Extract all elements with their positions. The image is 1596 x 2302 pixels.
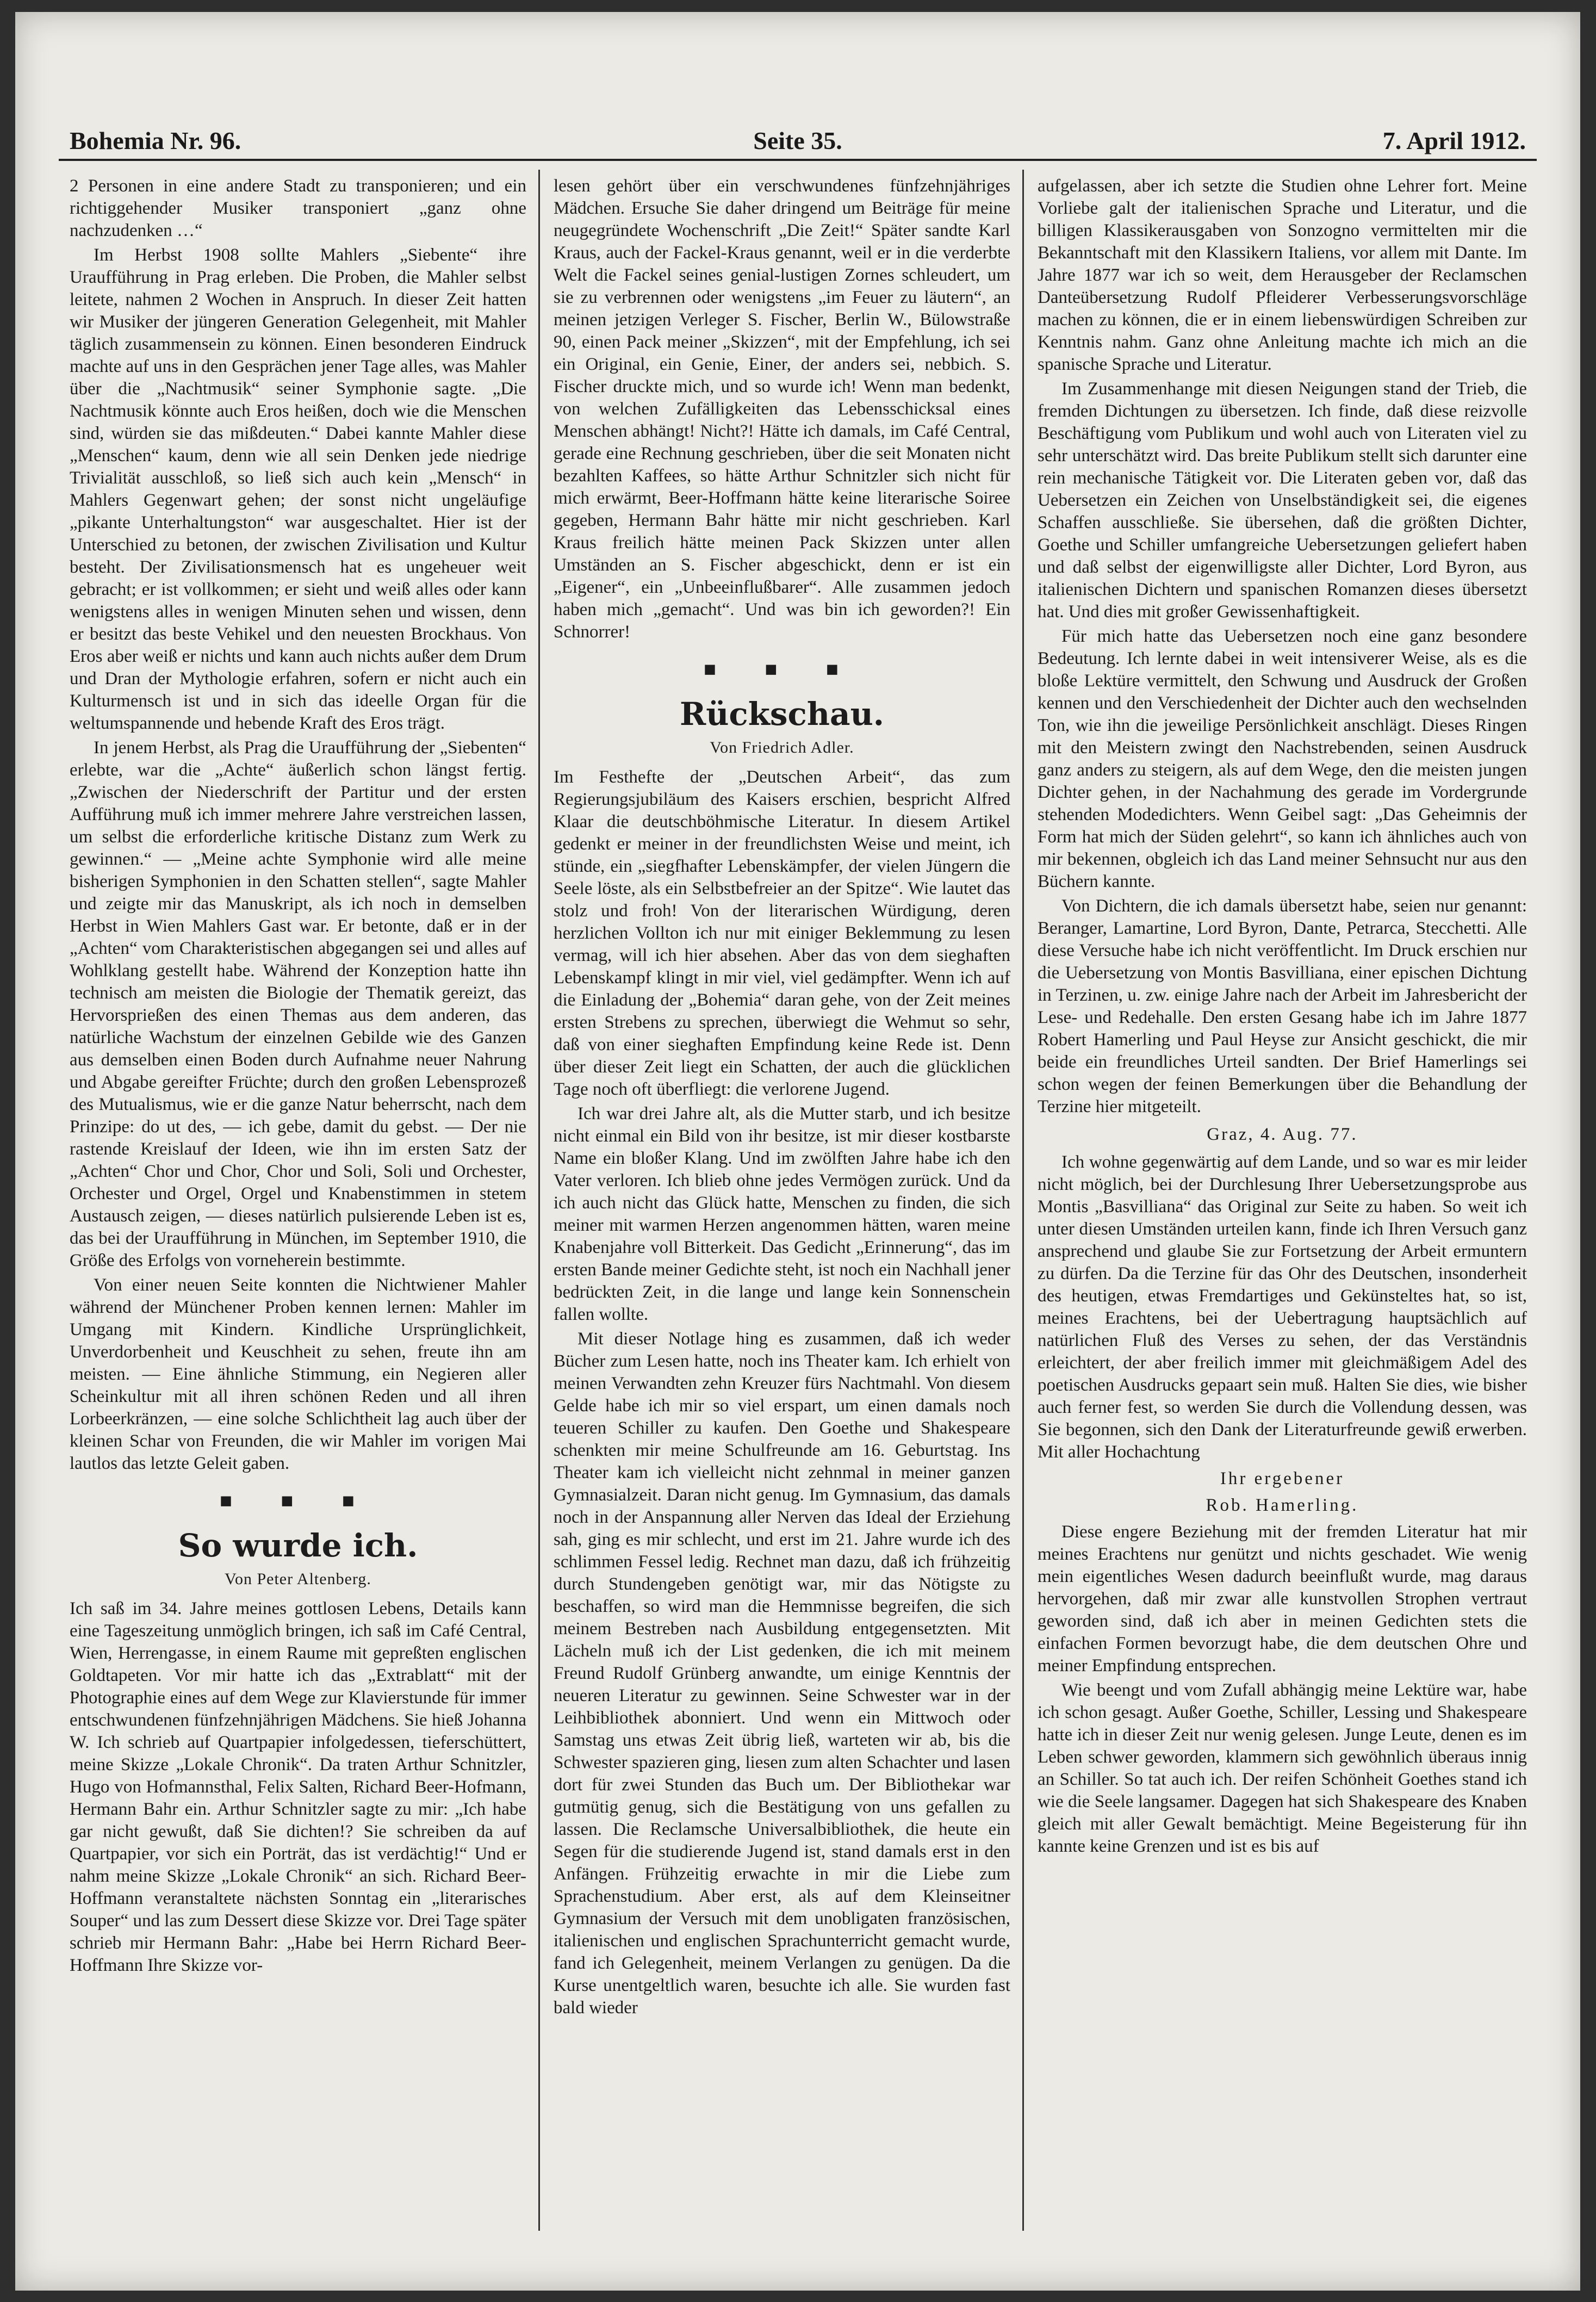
letter-paragraph: Ich wohne gegenwärtig auf dem Lande, und so war es mir leider nicht möglich, bei der Durchlesung Ihrer Uebersetzungsprobe aus Montis „Basvilliana“ das Original zur Seite zu haben. So weit ich unter diesen Umständen urteilen kann, finde ich Ihren Versuch ganz ansprechend und glaube Sie zur Fortsetzung der Arbeit ermuntern zu dürfen. Da die Terzine für das Ohr des Deutschen, insonderheit des heutigen, etwas Fremdartiges und Gekünsteltes hat, so ist, meines Erachtens, bei der Uebertragung hauptsächlich auf natürlichen Fluß des Verses zu sehen, der das Verständnis erleichtert, der aber freilich immer mit gleichmäßigem Adel des poetischen Ausdrucks gepaart sein muß. Halten Sie dies, wie bisher auch ferner fest, so werden Sie durch die Vollendung dessen, was Sie begonnen, sich den Dank der Literaturfreunde gewiß erwerben. Mit aller Hochachtung	[1038, 1152, 1527, 1462]
column-rule	[538, 170, 540, 2231]
paragraph: Von Dichtern, die ich damals übersetzt habe, seien nur genannt: Beranger, Lamartine, Lord Byron, Dante, Petrarca, Stecchetti. Alle diese Versuche habe ich nicht veröffentlicht. Im Druck erschien nur die Uebersetzung von Montis Basvilliana, einer epischen Dichtung in Terzinen, u. zw. einige Jahre nach der Arbeit im Jahresbericht der Lese- und Redehalle. Den ersten Gesang habe ich im Jahre 1877 Robert Hamerling und Paul Heyse zur Ansicht geschickt, die mir beide ein freundliches Urteil sandten. Der Brief Hamerlings sei schon wegen der feinen Bemerkungen über die Behandlung der Terzine hier mitgeteilt.	[1038, 896, 1527, 1116]
paragraph: Im Herbst 1908 sollte Mahlers „Siebente“ ihre Uraufführung in Prag erleben. Die Proben, die Mahler selbst leitete, nahmen 2 Wochen in Anspruch. In dieser Zeit hatten wir Musiker der jüngeren Generation Gelegenheit, mit Mahler täglich zusammensein zu können. Einen besonderen Eindruck machte auf uns in den Gesprächen jener Tage alles, was Mahler über die „Nachtmusik“ seiner Symphonie sagte. „Die Nachtmusik könnte auch Eros heißen, doch wie die Menschen sind, würden sie das mißdeuten.“ Dabei kannte Mahler diese „Menschen“ kaum, denn wie all sein Denken jede niedrige Trivialität ausschloß, so ließ sich auch kein „Mensch“ in Mahlers Gegenwart gehen; der sonst nicht ungeläufige „pikante Unterhaltungston“ war ausgeschaltet. Hier ist der Unterschied zu betonen, der zwischen Zivilisation und Kultur besteht. Der Zivilisationsmensch hat es ungeheuer weit gebracht; er ist vollkommen; er sieht und weiß alles oder kann wenigstens alles in wenigen Minuten sehen und wissen, denn er besitzt das beste Vehikel und den neuesten Brockhaus. Von Eros aber weiß er nichts und kann auch nichts außer dem Drum und Dran der Mythologie erfahren, sofern er nicht auch ein Kulturmensch ist und in sich das ideelle Organ für die weltumspannende und hebende Kraft des Eros trägt.	[70, 245, 526, 733]
paragraph: In jenem Herbst, als Prag die Uraufführung der „Siebenten“ erlebte, war die „Achte“ äußerlich schon längst fertig. „Zwischen der Niederschrift der Partitur und der ersten Aufführung muß ich immer mehrere Jahre verstreichen lassen, um selbst die erforderliche kritische Distanz zum Werk zu gewinnen.“ — „Meine achte Symphonie wird alle meine bisherigen Symphonien in den Schatten stellen“, sagte Mahler und zeigte mir das Manuskript, als ich noch in demselben Herbst in Wien Mahlers Gast war. Er betonte, daß er in der „Achten“ vom Charakteristischen abgegangen sei und alles auf Wohlklang gestellt habe. Während der Konzeption hatte ihn technisch am meisten die Biologie der Thematik gereizt, das Hervorsprießen des einen Themas aus dem anderen, das natürliche Wachstum der einzelnen Gebilde wie des Ganzen aus demselben einen Boden durch Aufnahme neuer Nahrung und Abgabe gereifter Früchte; durch den großen Lebensprozeß des Mutualismus, wie er die ganze Natur beherrscht, nach dem Prinzipe: do ut des, — ich gebe, damit du gebst. — Der nie rastende Kreislauf der Ideen, wie ihn im ersten Satz der „Achten“ Chor und Chor, Chor und Soli, Soli und Orchester, Orchester und Orgel, Orgel und Knabenstimmen in stetem Austausch zeigen, — dieses natürlich pulsierende Leben ist es, das bei der Uraufführung in München, im September 1910, die Größe des Erfolgs von vorneherein bestimmte.	[70, 738, 526, 1270]
column-1	[70, 175, 526, 2225]
issue-date: 7. April 1912.	[1382, 127, 1526, 154]
letter-dateline: Graz, 4. Aug. 77.	[1207, 1125, 1358, 1144]
paragraph: Ich war drei Jahre alt, als die Mutter starb, und ich besitze nicht einmal ein Bild von ihr besitze, ist mir dieser kostbarste Name ein bloßer Klang. Und im zwölften Jahre habe ich den Vater verloren. Ich blieb ohne jedes Vermögen zurück. Und da ich auch nicht das Glück hatte, Menschen zu finden, die sich meiner mit warmen Herzen angenommen hätten, waren meine Knabenjahre voll Bitterkeit. Das Gedicht „Erinnerung“, das im ersten Bande meiner Gedichte steht, ist noch ein Nachhall jener bedrückten Zeit, in die lange und lange kein Sonnenschein fallen wollte.	[554, 1104, 1010, 1324]
paragraph: Von einer neuen Seite konnten die Nichtwiener Mahler während der Münchener Proben kennen lernen: Mahler im Umgang mit Kindern. Kindliche Ursprünglichkeit, Unverdorbenheit und Keuschheit zu sehen, freute ihn am meisten. — Eine ähnliche Stimmung, ein Negieren aller Scheinkultur mit all ihren schönen Reden und all ihren Lorbeerkränzen, — eine solche Schlichtheit lag auch über der kleinen Schar von Freunden, die wir Mahler im vorigen Mai lautlos das letzte Geleit gaben.	[70, 1275, 526, 1473]
section-separator: ■ ■ ■	[220, 1490, 376, 1512]
paragraph: Diese engere Beziehung mit der fremden Literatur hat mir meines Erachtens nur genützt und nichts geschadet. Wie wenig mein eigentliches Wesen dadurch beeinflußt wurde, mag daraus hervorgehen, daß mir zwar alle kunstvollen Strophen vertraut geworden sind, daß ich aber in meinen Gedichten stets die einfachen Formen bevorzugt habe, die dem deutschen Ohre und meiner Empfindung entsprechen.	[1038, 1522, 1527, 1676]
letter-closing: Ihr ergebener	[1220, 1469, 1345, 1488]
paragraph: Im Festhefte der „Deutschen Arbeit“, das zum Regierungsjubiläum des Kaisers erschien, bespricht Alfred Klaar die deutschböhmische Literatur. In diesem Artikel gedenkt er meiner in der freundlichsten Weise und meint, ich stünde, ein „siegfhafter Lebenskämpfer, der vielen Jüngern die Seele löste, als ein Selbstbefreier an der Spitze“. Wie lautet das stolz und froh! Von der literarischen Würdigung, deren herzlichen Vollton ich nur mit einiger Beklemmung zu lesen vermag, will ich hier absehen. Aber das von dem sieghaften Lebenskampf klingt in mir viel, viel gedämpfter. Wenn ich auf die Einladung der „Bohemia“ daran gehe, von der Zeit meines ersten Strebens zu sprechen, überwiegt die Wehmut so sehr, daß von einer sieghaften Empfindung keine Rede ist. Denn über dieser Zeit liegt ein Schatten, der auch die glücklichen Tage noch oft überfliegt: die verlorene Jugend.	[554, 767, 1010, 1099]
page-header	[59, 121, 1537, 161]
newspaper-page	[15, 12, 1580, 2291]
paragraph: Ich saß im 34. Jahre meines gottlosen Lebens, Details kann eine Tageszeitung unmöglich bringen, ich saß im Café Central, Wien, Herrengasse, in einem Raume mit gepreßten englischen Goldtapeten. Vor mir hatte ich das „Extrablatt“ mit der Photographie eines auf dem Wege zur Klavierstunde für immer entschwundenen fünfzehnjährigen Mädchens. Sie hieß Johanna W. Ich schrieb auf Quartpapier infolgedessen, tieferschüttert, meine Skizze „Lokale Chronik“. Da traten Arthur Schnitzler, Hugo von Hofmannsthal, Felix Salten, Richard Beer-Hofmann, Hermann Bahr ein. Arthur Schnitzler sagte zu mir: „Ich habe gar nicht gewußt, daß Sie dichten!? Sie schreiben da auf Quartpapier, vor sich ein Porträt, das ist verdächtig!“ Und er nahm meine Skizze „Lokale Chronik“ an sich. Richard Beer-Hoffmann veranstaltete nächsten Sonntag ein „literarisches Souper“ und las zum Dessert diese Skizze vor. Drei Tage später schrieb mir Hermann Bahr: „Habe bei Herrn Richard Beer-Hoffmann Ihre Skizze vor-	[70, 1599, 526, 1975]
column-rule	[1022, 170, 1024, 2231]
page-number: Seite 35.	[753, 127, 842, 154]
article-byline: Von Friedrich Adler.	[710, 739, 854, 756]
article-title: So wurde ich.	[178, 1527, 418, 1564]
article-byline: Von Peter Altenberg.	[225, 1570, 371, 1588]
paragraph: aufgelassen, aber ich setzte die Studien ohne Lehrer fort. Meine Vorliebe galt der italienischen Sprache und Literatur, und die billigen Klassikerausgaben von Sonzogno vermittelten mir die Bekanntschaft mit den Klassikern Italiens, vor allem mit Dante. Im Jahre 1877 war ich so weit, dem Herausgeber der Reclamschen Danteübersetzung Rudolf Pfleiderer Verbesserungsvorschläge machen zu können, die er in einem liebenswürdigen Schreiben zur Kenntnis nahm. Ganz ohne Anleitung machte ich mich an die spanische Sprache und Literatur.	[1038, 176, 1527, 374]
letter-signature: Rob. Hamerling.	[1206, 1496, 1359, 1515]
column-3	[1038, 175, 1527, 2225]
article-title: Rückschau.	[680, 696, 884, 733]
paragraph: Mit dieser Notlage hing es zusammen, daß ich weder Bücher zum Lesen hatte, noch ins Theater kam. Ich erhielt von meinen Verwandten zehn Kreuzer fürs Nachtmahl. Von diesem Gelde habe ich mir so viel erspart, um einen damals noch teueren Schiller zu kaufen. Den Goethe und Shakespeare schenkten mir meine Schulfreunde am 16. Geburtstag. Ins Theater kam ich vielleicht nicht zehnmal in meiner ganzen Gymnasialzeit. Daran nicht genug. Im Gymnasium, das damals noch in der Anspannung aller Nerven das Ideal der Erziehung sah, ging es mir schlecht, und erst im 21. Jahre wurde ich des schlimmen Fessel ledig. Rechnet man dazu, daß ich frühzeitig durch Stundengeben genötigt war, mir das Nötigste zu beschaffen, so wird man die Hemmnisse begreifen, die sich meinem Bestreben nach Ausbildung entgegensetzten. Mit Lächeln muß ich der List gedenken, die ich mit meinem Freund Rudolf Grünberg anwandte, um einige Kenntnis der neueren Literatur zu gewinnen. Seine Schwester war in der Leihbibliothek abonniert. Und wenn ein Mittwoch oder Samstag uns etwas Zeit übrig ließ, warteten wir ab, bis die Schwester spazieren ging, liesen zum alten Schachter und lasen dort für zwei Stunden das Buch um. Der Bibliothekar war gutmütig genug, sich die Bestätigung von uns gefallen zu lassen. Die Reclamsche Universalbibliothek, die heute ein Segen für die studierende Jugend ist, stand damals erst in den Anfängen. Frühzeitig erwachte in mir die Liebe zum Sprachenstudium. Aber erst, als auf dem Kleinseitner Gymnasium der Versuch mit dem unobligaten französischen, italienischen und englischen Sprachunterricht gemacht wurde, fand ich Gelegenheit, meinem Verlangen zu genügen. Da die Kurse unentgeltlich waren, besuchte ich alle. Sie wurden fast bald wieder	[554, 1329, 1010, 2018]
publication-issue: Bohemia Nr. 96.	[70, 127, 241, 154]
paragraph: Für mich hatte das Uebersetzen noch eine ganz besondere Bedeutung. Ich lernte dabei in weit intensiverer Weise, als es die bloße Lektüre vermittelt, den Schwung und Ausdruck der Großen kennen und den Verschiedenheit der Dichter auch den wechselnden Ton, wie ihn die jeweilige Persönlichkeit anschlägt. Dieses Ringen mit den Meistern zwingt den Nachstrebenden, seinen Ausdruck ganz anders zu steigern, als auf dem Wege, den die meisten jungen Dichter gehen, in der Nachahmung des gerade im Vordergrunde stehenden Modedichters. Wenn Geibel sagt: „Das Geheimnis der Form hat mich der Süden gelehrt“, so kann ich ähnliches auch von mir bekennen, obgleich ich das Land meiner Sehnsucht nur aus den Büchern kannte.	[1038, 626, 1527, 891]
section-separator: ■ ■ ■	[704, 658, 860, 681]
paragraph: lesen gehört über ein verschwundenes fünfzehnjähriges Mädchen. Ersuche Sie daher dringend um Beiträge für meine neugegründete Wochenschrift „Die Zeit!“ Später sandte Karl Kraus, auch der Fackel-Kraus genannt, weil er in die verderbte Welt die Fackel seines genial-lustigen Zornes schleudert, um sie zu verbrennen oder wenigstens „im Feuer zu läutern“, an meinen jetzigen Verleger S. Fischer, Berlin W., Bülowstraße 90, einen Pack meiner „Skizzen“, mit der Empfehlung, ich sei ein Original, ein Genie, Einer, der anders sei, nebbich. S. Fischer druckte mich, und so wurde ich! Wenn man bedenkt, von welchen Zufälligkeiten das Lebensschicksal eines Menschen abhängt! Nicht?! Hätte ich damals, im Café Central, gerade eine Rechnung geschrieben, über die seit Monaten nicht bezahlten Kaffees, so hätte Arthur Schnitzler sich nicht für mich erwärmt, Beer-Hoffmann hätte keine literarische Soiree gegeben, Hermann Bahr hätte mir nicht geschrieben. Karl Kraus freilich hätte meinen Pack Skizzen unter allen Umständen an S. Fischer abgeschickt, denn er ist ein „Eigener“, ein „Unbeeinflußbarer“. Alle zusammen jedoch haben mich „gemacht“. Und was bin ich geworden?! Ein Schnorrer!	[554, 176, 1010, 642]
paragraph: 2 Personen in eine andere Stadt zu transponieren; und ein richtiggehender Musiker transponiert „ganz ohne nachzudenken …“	[70, 176, 526, 240]
paragraph: Im Zusammenhange mit diesen Neigungen stand der Trieb, die fremden Dichtungen zu übersetzen. Ich finde, daß diese reizvolle Beschäftigung vom Publikum und wohl auch von Literaten viel zu sehr unterschätzt wird. Das breite Publikum stellt sich darunter eine rein mechanische Tätigkeit vor. Die Literaten geben vor, daß das Uebersetzen ein Zeichen von Unselbständigkeit sei, die eigenes Schaffen ausschließe. Sie übersehen, daß die größten Dichter, Goethe und Schiller umfangreiche Uebersetzungen geliefert haben und daß selbst der eigenwilligste aller Dichter, Lord Byron, aus italienischen Dichtern und spanischen Romanzen dieses übersetzt hat. Und dies mit großer Gewissenhaftigkeit.	[1038, 379, 1527, 622]
paragraph: Wie beengt und vom Zufall abhängig meine Lektüre war, habe ich schon gesagt. Außer Goethe, Schiller, Lessing und Shakespeare hatte ich in dieser Zeit nur wenig gelesen. Junge Leute, denen es im Leben schwer geworden, klammern sich gewöhnlich überaus innig an Schiller. So tat auch ich. Der reifen Schönheit Goethes stand ich wie die Seele langsamer. Dagegen hat sich Shakespeare des Knaben gleich mit aller Gewalt bemächtigt. Meine Begeisterung für ihn kannte keine Grenzen und ist es bis auf	[1038, 1680, 1527, 1856]
column-2	[554, 175, 1010, 2225]
